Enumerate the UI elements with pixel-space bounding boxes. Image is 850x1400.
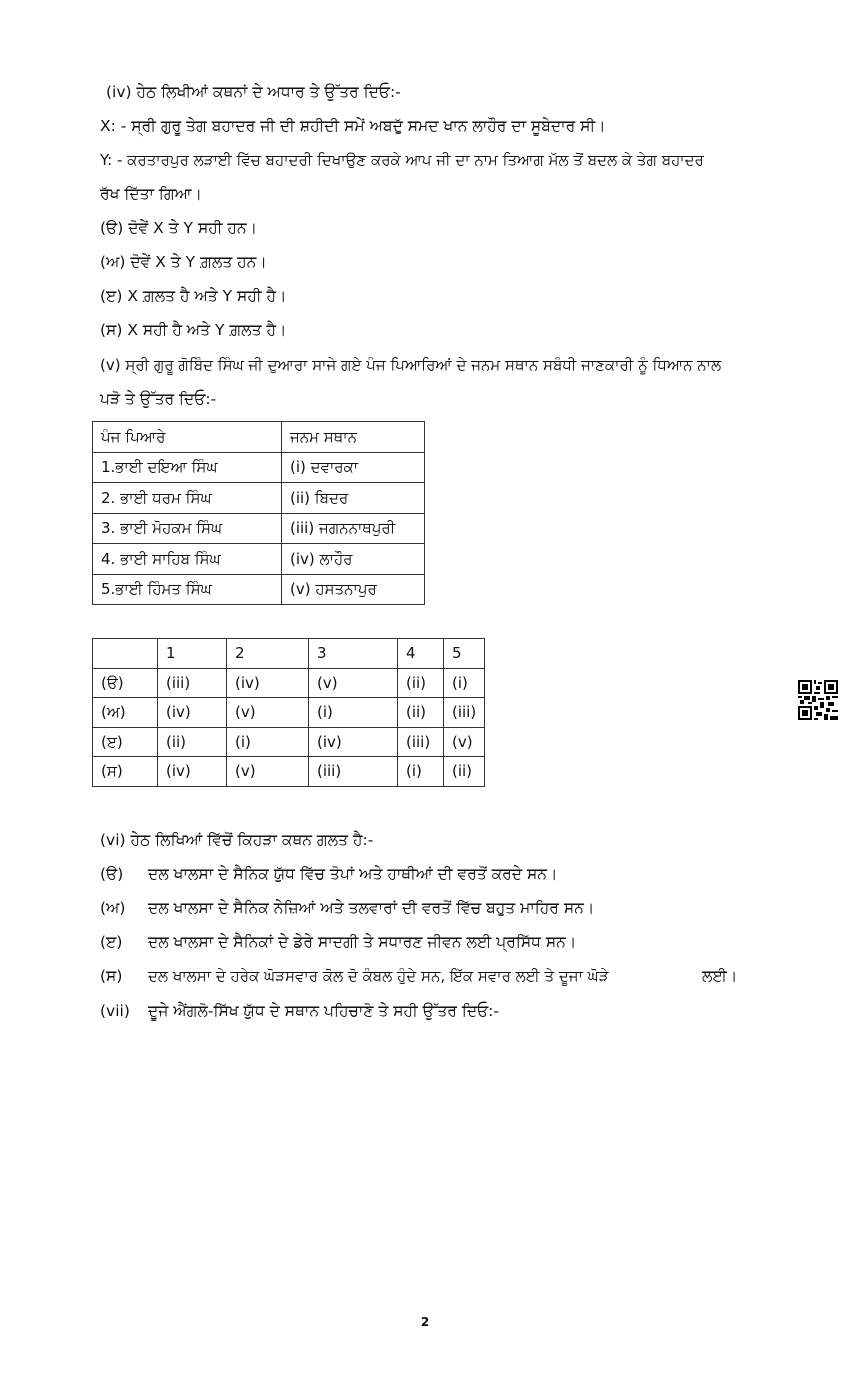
q4-option: (ੳ) ਦੋਵੇਂ X ਤੇ Y ਸਹੀ ਹਨ। bbox=[100, 219, 258, 237]
q6-option-label: (ੲ) bbox=[100, 933, 123, 951]
q6-option-label: (ੳ) bbox=[100, 865, 124, 883]
table-cell: (ਅ) bbox=[93, 698, 158, 728]
table-cell: (v) bbox=[227, 757, 309, 787]
table-cell: (i) ਦਵਾਰਕਾ bbox=[282, 452, 425, 483]
table-cell: (iii) bbox=[158, 668, 227, 698]
table-cell: (v) bbox=[309, 668, 398, 698]
q6-option-label: (ਅ) bbox=[100, 899, 126, 917]
table-row bbox=[93, 452, 425, 483]
table-cell: (iii) bbox=[444, 698, 485, 728]
q6-option-label: (ਸ) bbox=[100, 967, 123, 985]
table-cell: 4. ਭਾਈ ਸਾਹਿਬ ਸਿੰਘ bbox=[93, 544, 282, 575]
table-row bbox=[93, 483, 425, 514]
q6-option-text: ਦਲ ਖਾਲਸਾ ਦੇ ਸੈਨਿਕ ਨੇਜ਼ਿਆਂ ਅਤੇ ਤਲਵਾਰਾਂ ਦੀ ਵਰਤੋਂ ਵਿੱਚ ਬਹੁਤ ਮਾਹਿਰ ਸਨ। bbox=[148, 899, 595, 917]
q4-heading: (iv) ਹੇਠ ਲਿਖੀਆਂ ਕਥਨਾਂ ਦੇ ਅਧਾਰ ਤੇ ਉੱਤਰ ਦਿਓ:- bbox=[106, 83, 401, 101]
panj-pyare-table bbox=[92, 421, 425, 605]
table-cell: (iii) bbox=[398, 727, 444, 757]
table-cell: (ii) bbox=[158, 727, 227, 757]
q4-option: (ਸ) X ਸਹੀ ਹੈ ਅਤੇ Y ਗ਼ਲਤ ਹੈ। bbox=[100, 321, 287, 339]
qr-code-icon bbox=[798, 680, 838, 720]
table-header-cell: 4 bbox=[398, 639, 444, 669]
table-row bbox=[93, 544, 425, 575]
table-cell: (ii) bbox=[444, 757, 485, 787]
q5-heading-line2: ਪੜੋ ਤੇ ਉੱਤਰ ਦਿਓ:- bbox=[100, 390, 217, 408]
table-cell: 3. ਭਾਈ ਮੋਹਕਮ ਸਿੰਘ bbox=[93, 513, 282, 544]
q4-statement-x: X: - ਸ੍ਰੀ ਗੁਰੂ ਤੇਗ ਬਹਾਦਰ ਜੀ ਦੀ ਸ਼ਹੀਦੀ ਸਮੇਂ ਅਬਦੁੱ ਸਮਦ ਖਾਨ ਲਾਹੌਰ ਦਾ ਸੂਬੇਦਾਰ ਸੀ। bbox=[100, 117, 606, 135]
table-cell: (iv) bbox=[309, 727, 398, 757]
table-header-cell: 1 bbox=[158, 639, 227, 669]
table-cell: (i) bbox=[398, 757, 444, 787]
table-header-row bbox=[93, 639, 485, 669]
table-cell: 1.ਭਾਈ ਦਇਆ ਸਿੰਘ bbox=[93, 452, 282, 483]
q5-heading-line1: (v) ਸ੍ਰੀ ਗੁਰੂ ਗੋਬਿੰਦ ਸਿੰਘ ਜੀ ਦੁਆਰਾ ਸਾਜੇ ਗਏ ਪੰਜ ਪਿਆਰਿਆਂ ਦੇ ਜਨਮ ਸਥਾਨ ਸਬੰਧੀ ਜਾਣਕਾਰੀ ਨੂੰ ਧਿਆਨ ਨਾਲ bbox=[100, 356, 722, 374]
table-cell: (iv) bbox=[158, 698, 227, 728]
table-cell: (i) bbox=[227, 727, 309, 757]
q6-heading: (vi) ਹੇਠ ਲਿਖਿਆਂ ਵਿੱਚੋਂ ਕਿਹੜਾ ਕਥਨ ਗਲਤ ਹੈ:- bbox=[100, 831, 374, 849]
q7-label: (vii) bbox=[100, 1002, 130, 1020]
table-row bbox=[93, 698, 485, 728]
q6-option-text-tail: ਲਈ। bbox=[702, 967, 738, 985]
table-cell: (v) bbox=[227, 698, 309, 728]
table-cell: (v) bbox=[444, 727, 485, 757]
table-header-cell bbox=[93, 639, 158, 669]
page-number: 2 bbox=[420, 1315, 430, 1329]
table-cell: 2. ਭਾਈ ਧਰਮ ਸਿੰਘ bbox=[93, 483, 282, 514]
table-cell: (i) bbox=[444, 668, 485, 698]
table-cell: (iv) ਲਾਹੌਰ bbox=[282, 544, 425, 575]
table-header-cell: ਪੰਜ ਪਿਆਰੇ bbox=[93, 422, 282, 453]
table-row bbox=[93, 727, 485, 757]
table-cell: (iv) bbox=[158, 757, 227, 787]
q6-option-text: ਦਲ ਖਾਲਸਾ ਦੇ ਸੈਨਿਕ ਯੁੱਧ ਵਿੱਚ ਤੋਪਾਂ ਅਤੇ ਹਾਥੀਆਂ ਦੀ ਵਰਤੋਂ ਕਰਦੇ ਸਨ। bbox=[148, 865, 558, 883]
table-cell: (ii) bbox=[398, 668, 444, 698]
table-header-cell: 2 bbox=[227, 639, 309, 669]
table-header-row bbox=[93, 422, 425, 453]
q6-option-text: ਦਲ ਖਾਲਸਾ ਦੇ ਹਰੇਕ ਘੋੜਸਵਾਰ ਕੋਲ ਦੋ ਕੰਬਲ ਹੁੰਦੇ ਸਨ, ਇੱਕ ਸਵਾਰ ਲਈ ਤੇ ਦੂਜਾ ਘੋੜੇ bbox=[148, 967, 609, 985]
table-cell: (ii) ਬਿਦਰ bbox=[282, 483, 425, 514]
table-cell: (ੲ) bbox=[93, 727, 158, 757]
table-header-cell: ਜਨਮ ਸਥਾਨ bbox=[282, 422, 425, 453]
q4-option: (ੲ) X ਗ਼ਲਤ ਹੈ ਅਤੇ Y ਸਹੀ ਹੈ। bbox=[100, 287, 287, 305]
table-header-cell: 3 bbox=[309, 639, 398, 669]
table-cell: 5.ਭਾਈ ਹਿੰਮਤ ਸਿੰਘ bbox=[93, 574, 282, 605]
table-row bbox=[93, 757, 485, 787]
q4-statement-y-line2: ਰੱਖ ਦਿੱਤਾ ਗਿਆ। bbox=[100, 185, 202, 203]
q6-option-text: ਦਲ ਖਾਲਸਾ ਦੇ ਸੈਨਿਕਾਂ ਦੇ ਡੇਰੇ ਸਾਦਗੀ ਤੇ ਸਧਾਰਣ ਜੀਵਨ ਲਈ ਪ੍ਰਸਿੱਧ ਸਨ। bbox=[148, 933, 577, 951]
table-header-cell: 5 bbox=[444, 639, 485, 669]
table-cell: (iv) bbox=[227, 668, 309, 698]
table-row bbox=[93, 513, 425, 544]
table-cell: (i) bbox=[309, 698, 398, 728]
table-row bbox=[93, 668, 485, 698]
table-cell: (ii) bbox=[398, 698, 444, 728]
table-cell: (ਸ) bbox=[93, 757, 158, 787]
table-cell: (ੳ) bbox=[93, 668, 158, 698]
q7-text: ਦੂਜੇ ਐਂਗਲੋ-ਸਿੱਖ ਯੁੱਧ ਦੇ ਸਥਾਨ ਪਹਿਚਾਣੋ ਤੇ ਸਹੀ ਉੱਤਰ ਦਿਓ:- bbox=[148, 1002, 499, 1020]
table-cell: (v) ਹਸਤਨਾਪੁਰ bbox=[282, 574, 425, 605]
q4-statement-y-line1: Y: - ਕਰਤਾਰਪੁਰ ਲੜਾਈ ਵਿੱਚ ਬਹਾਦਰੀ ਦਿਖਾਉਣ ਕਰਕੇ ਆਪ ਜੀ ਦਾ ਨਾਮ ਤਿਆਗ ਮੱਲ ਤੋਂ ਬਦਲ ਕੇ ਤੇਗ ਬਹਾਦਰ bbox=[100, 151, 704, 169]
answer-options-table bbox=[92, 638, 485, 787]
q4-option: (ਅ) ਦੋਵੇਂ X ਤੇ Y ਗ਼ਲਤ ਹਨ। bbox=[100, 253, 267, 271]
table-cell: (iii) ਜਗਨਨਾਥਪੁਰੀ bbox=[282, 513, 425, 544]
table-row bbox=[93, 574, 425, 605]
table-cell: (iii) bbox=[309, 757, 398, 787]
